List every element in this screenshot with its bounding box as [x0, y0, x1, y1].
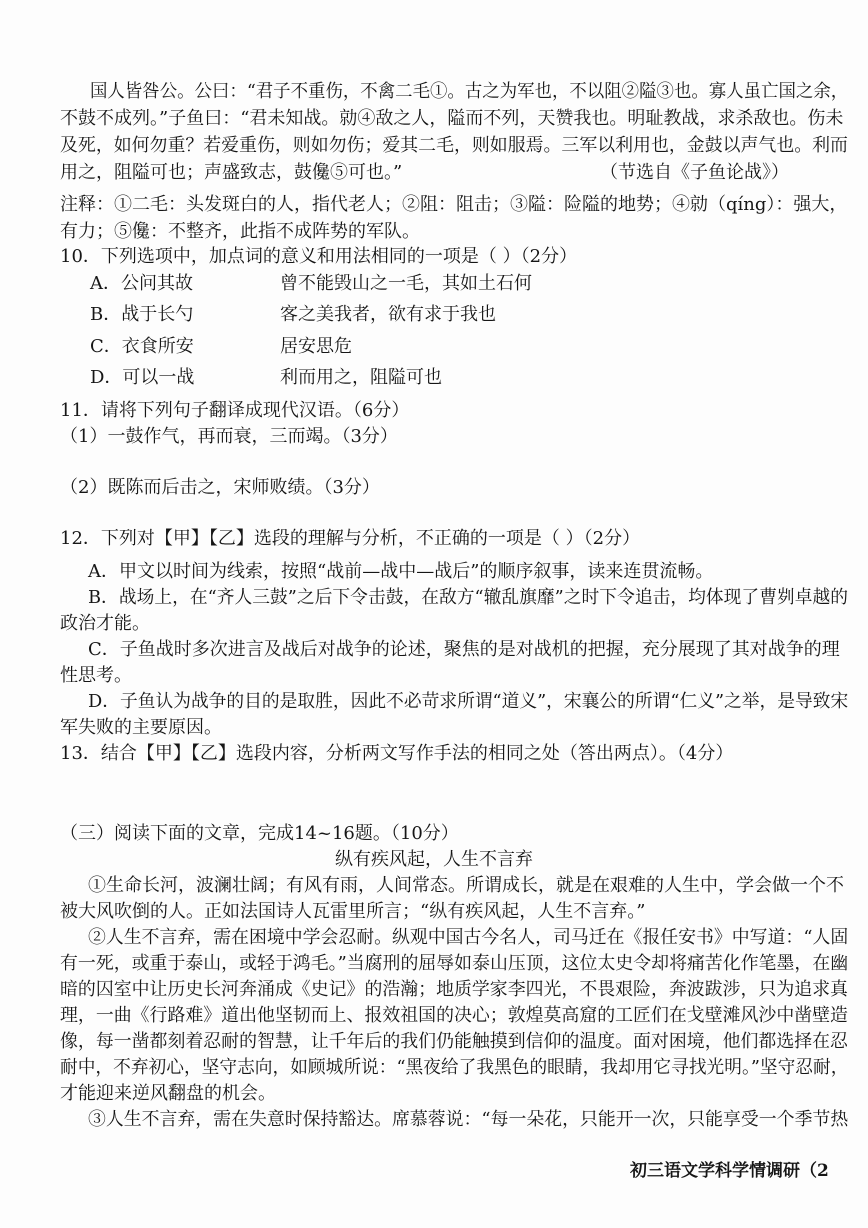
q11-item: （2）既陈而后击之，宋师败绩。（3分）	[60, 477, 380, 498]
section-heading: （三）阅读下面的文章，完成14~16题。（10分）	[60, 823, 459, 844]
q12-option-line: 政治才能。	[60, 613, 150, 634]
question-10-stem: 10．下列选项中，加点词的意义和用法相同的一项是（ ）（2分）	[60, 246, 578, 267]
article-line: 有一死，或重于泰山，或轻于鸿毛。”当腐刑的屈辱如泰山压顶，这位太史令却将痛苦化作笔墨，在幽	[60, 953, 849, 974]
notes-line: 注释：①二毛：头发斑白的人，指代老人；②阻：阻击；③隘：险隘的地势；④勍（qíng）：强大，	[60, 194, 848, 215]
passage-line: 及死，如何勿重？若爱重伤，则如勿伤；爱其二毛，则如服焉。三军以利用也，金鼓以声气也。利而	[60, 135, 848, 156]
article-line: 像，每一凿都刻着忍耐的智慧，让千年后的我们仍能触摸到信仰的温度。面对困境，他们都选择在忍	[60, 1031, 848, 1052]
q11-item: （1）一鼓作气，再而衰，三而竭。（3分）	[60, 426, 398, 447]
q10-option-d-compare: 利而用之，阻隘可也	[280, 367, 442, 388]
notes-line: 有力；⑤儳：不整齐，此指不成阵势的军队。	[60, 221, 420, 242]
q10-option-d: D．可以一战	[90, 367, 195, 388]
article-line: ③人生不言弃，需在失意时保持豁达。席慕蓉说：“每一朵花，只能开一次，只能享受一个季节热	[88, 1109, 849, 1130]
q10-option-a: A．公问其故	[90, 273, 193, 294]
q10-option-c: C．衣食所安	[90, 336, 194, 357]
q12-option-line: C．子鱼战时多次进言及战后对战争的论述，聚焦的是对战机的把握，充分展现了其对战争的理	[88, 639, 840, 660]
q12-option-line: 性思考。	[60, 665, 132, 686]
passage-line: 用之，阻隘可也；声盛致志，鼓儳⑤可也。”	[60, 162, 403, 183]
q12-option-line: B．战场上，在“齐人三鼓”之后下令击鼓，在敌方“辙乱旗靡”之时下令追击，均体现了曹刿卓越的	[88, 587, 849, 608]
article-line: ①生命长河，波澜壮阔；有风有雨，人间常态。所谓成长，就是在艰难的人生中，学会做一个不	[88, 875, 844, 896]
question-13-stem: 13．结合【甲】【乙】选段内容，分析两文写作手法的相同之处（答出两点）。（4分）	[60, 743, 734, 764]
passage-source: （节选自《子鱼论战》）	[600, 162, 789, 183]
article-line: 暗的囚室中让历史长河奔涌成《史记》的浩瀚；地质学家李四光，不畏艰险，奔波跋涉，只为追求真	[60, 979, 848, 1000]
question-11-stem: 11．请将下列句子翻译成现代汉语。（6分）	[60, 400, 410, 421]
q10-option-b: B．战于长勺	[90, 304, 194, 325]
q10-option-c-compare: 居安思危	[280, 336, 352, 357]
page-footer: 初三语文学科学情调研（2	[630, 1161, 829, 1181]
article-line: 理，一曲《行路难》道出他坚韧而上、报效祖国的决心；敦煌莫高窟的工匠们在戈壁滩风沙中凿壁造	[60, 1005, 848, 1026]
article-line: ②人生不言弃，需在困境中学会忍耐。纵观中国古今名人，司马迁在《报任安书》中写道：“人固	[88, 927, 849, 948]
article-title: 纵有疾风起，人生不言弃	[335, 849, 533, 870]
q12-option-line: 军失败的主要原因。	[60, 717, 222, 738]
passage-line: 国人皆咎公。公曰：“君子不重伤，不禽二毛①。古之为军也，不以阻②隘③也。寡人虽亡国之余，	[90, 81, 849, 102]
article-line: 被大风吹倒的人。正如法国诗人瓦雷里所言；“纵有疾风起，人生不言弃。”	[60, 901, 646, 922]
q10-option-b-compare: 客之美我者，欲有求于我也	[280, 304, 496, 325]
q12-option-line: D．子鱼认为战争的目的是取胜，因此不必苛求所谓“道义”，宋襄公的所谓“仁义”之举，是导致宋	[88, 691, 849, 712]
passage-line: 不鼓不成列。”子鱼曰：“君未知战。勍④敌之人，隘而不列，天赞我也。明耻教战，求杀敌也。伤未	[60, 108, 844, 129]
question-12-stem: 12．下列对【甲】【乙】选段的理解与分析，不正确的一项是（ ）（2分）	[60, 528, 641, 549]
q12-option-line: A．甲文以时间为线索，按照“战前—战中—战后”的顺序叙事，读来连贯流畅。	[88, 561, 714, 582]
article-line: 耐中，不弃初心，坚守志向，如顾城所说：“黑夜给了我黑色的眼睛，我却用它寻找光明。”坚守忍耐，	[60, 1057, 849, 1078]
q10-option-a-compare: 曾不能毁山之一毛，其如土石何	[280, 273, 532, 294]
article-line: 才能迎来逆风翻盘的机会。	[60, 1083, 276, 1104]
